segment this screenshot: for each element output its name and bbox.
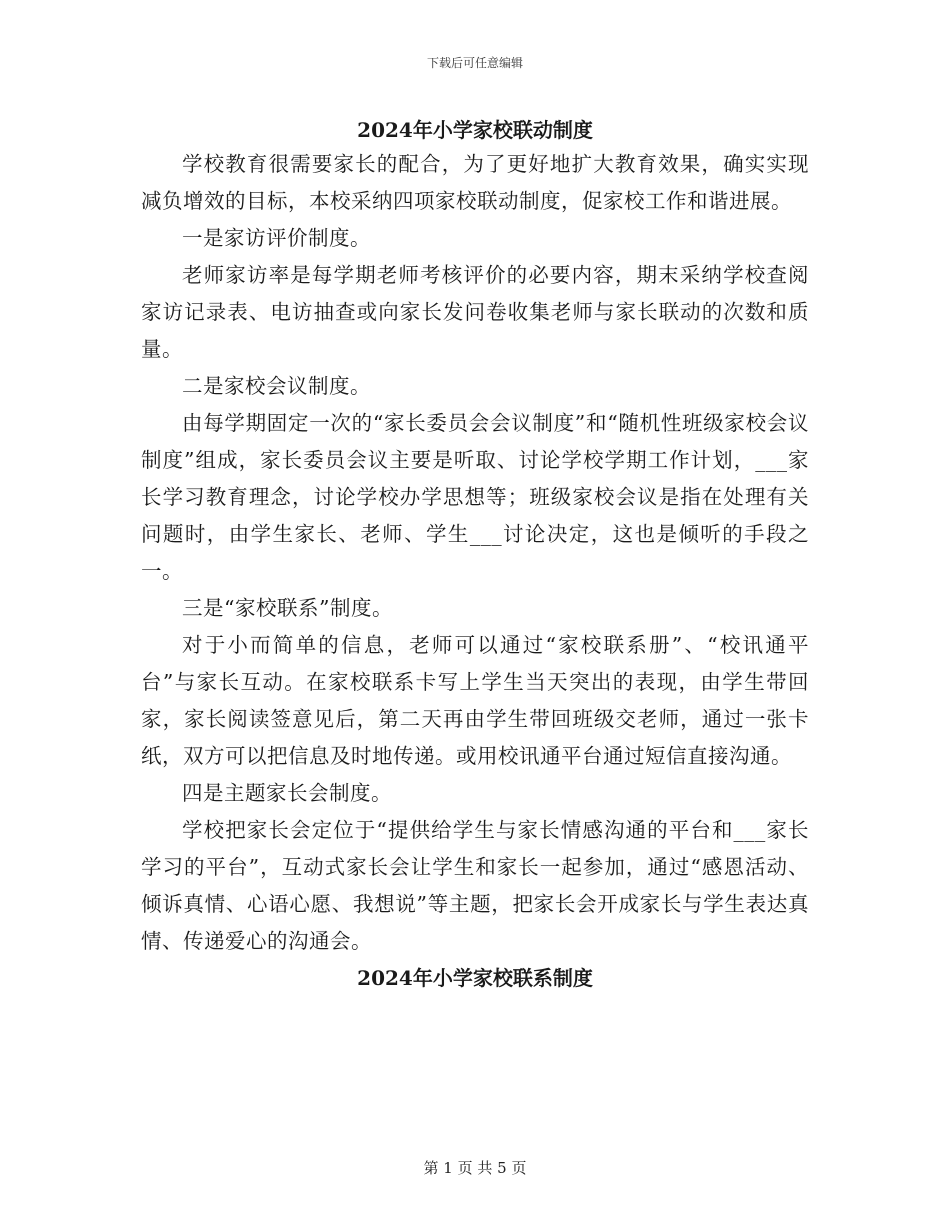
second-document-title: 2024年小学家校联系制度 bbox=[357, 966, 593, 990]
paragraph-body-1: 老师家访率是每学期老师考核评价的必要内容，期末采纳学校查阅家访记录表、电访抽查或向家长发问卷收集老师与家长联动的次数和质量。 bbox=[141, 263, 809, 361]
paragraph-body-3: 对于小而简单的信息，老师可以通过“家校联系册”、“校讯通平台”与家长互动。在家校联系卡写上学生当天突出的表现，由学生带回家，家长阅读签意见后，第二天再由学生带回班级交老师，通过一张卡纸，双方可以把信息及时地传递。或用校讯通平台通过短信直接沟通。 bbox=[141, 633, 809, 768]
paragraph-body-4: 学校把家长会定位于“提供给学生与家长情感沟通的平台和___家长学习的平台”，互动式家长会让学生和家长一起参加，通过“感恩活动、倾诉真情、心语心愿、我想说”等主题，把家长会开成家长与学生表达真情、传递爱心的沟通会。 bbox=[141, 818, 809, 953]
paragraph-body-2: 由每学期固定一次的“家长委员会会议制度”和“随机性班级家校会议制度”组成，家长委员会议主要是听取、讨论学校学期工作计划，___家长学习教育理念，讨论学校办学思想等；班级家校会议是指在处理有关问题时，由学生家长、老师、学生___讨论决定，这也是倾听的手段之一。 bbox=[141, 411, 809, 583]
paragraph-heading-4: 四是主题家长会制度。 bbox=[182, 781, 392, 805]
header-note: 下载后可任意编辑 bbox=[426, 56, 523, 70]
paragraph-heading-3: 三是“家校联系”制度。 bbox=[182, 596, 393, 620]
document-title: 2024年小学家校联动制度 bbox=[357, 118, 593, 142]
page-number: 第 1 页 共 5 页 bbox=[423, 1159, 527, 1177]
paragraph-heading-2: 二是家校会议制度。 bbox=[182, 374, 371, 398]
document-body bbox=[141, 112, 809, 994]
paragraph-intro: 学校教育很需要家长的配合，为了更好地扩大教育效果，确实实现减负增效的目标，本校采纳四项家校联动制度，促家校工作和谐进展。 bbox=[141, 152, 809, 213]
paragraph-heading-1: 一是家访评价制度。 bbox=[182, 226, 371, 250]
